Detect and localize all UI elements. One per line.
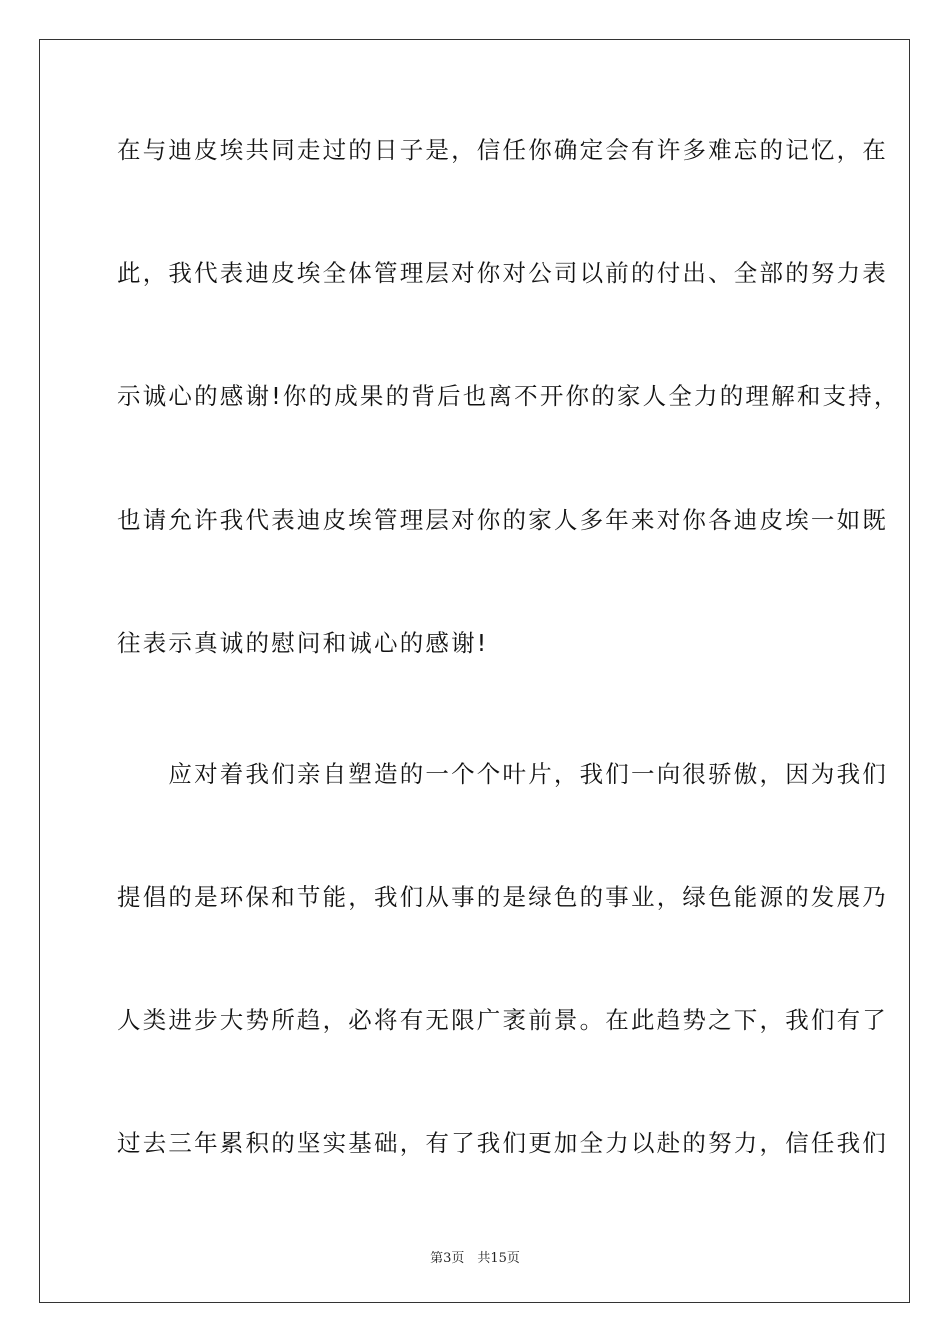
body-text-line: 此，我代表迪皮埃全体管理层对你对公司以前的付出、全部的努力表 bbox=[117, 259, 888, 287]
body-text-line: 过去三年累积的坚实基础，有了我们更加全力以赴的努力，信任我们 bbox=[117, 1129, 888, 1157]
body-text-line: 提倡的是环保和节能，我们从事的是绿色的事业，绿色能源的发展乃 bbox=[117, 883, 888, 911]
body-text-line: 往表示真诚的慰问和诚心的感谢! bbox=[117, 629, 489, 657]
body-text-line: 示诚心的感谢!你的成果的背后也离不开你的家人全力的理解和支持， bbox=[117, 382, 900, 410]
page-border bbox=[39, 39, 910, 1303]
body-text-line: 也请允许我代表迪皮埃管理层对你的家人多年来对你各迪皮埃一如既 bbox=[117, 506, 888, 534]
body-text-line: 人类进步大势所趋，必将有无限广袤前景。在此趋势之下，我们有了 bbox=[117, 1006, 888, 1034]
body-text-line: 在与迪皮埃共同走过的日子是，信任你确定会有许多难忘的记忆，在 bbox=[117, 136, 888, 164]
body-text-line: 应对着我们亲自塑造的一个个叶片，我们一向很骄傲，因为我们 bbox=[117, 760, 888, 788]
page-number-footer: 第3页 共15页 bbox=[430, 1251, 520, 1266]
